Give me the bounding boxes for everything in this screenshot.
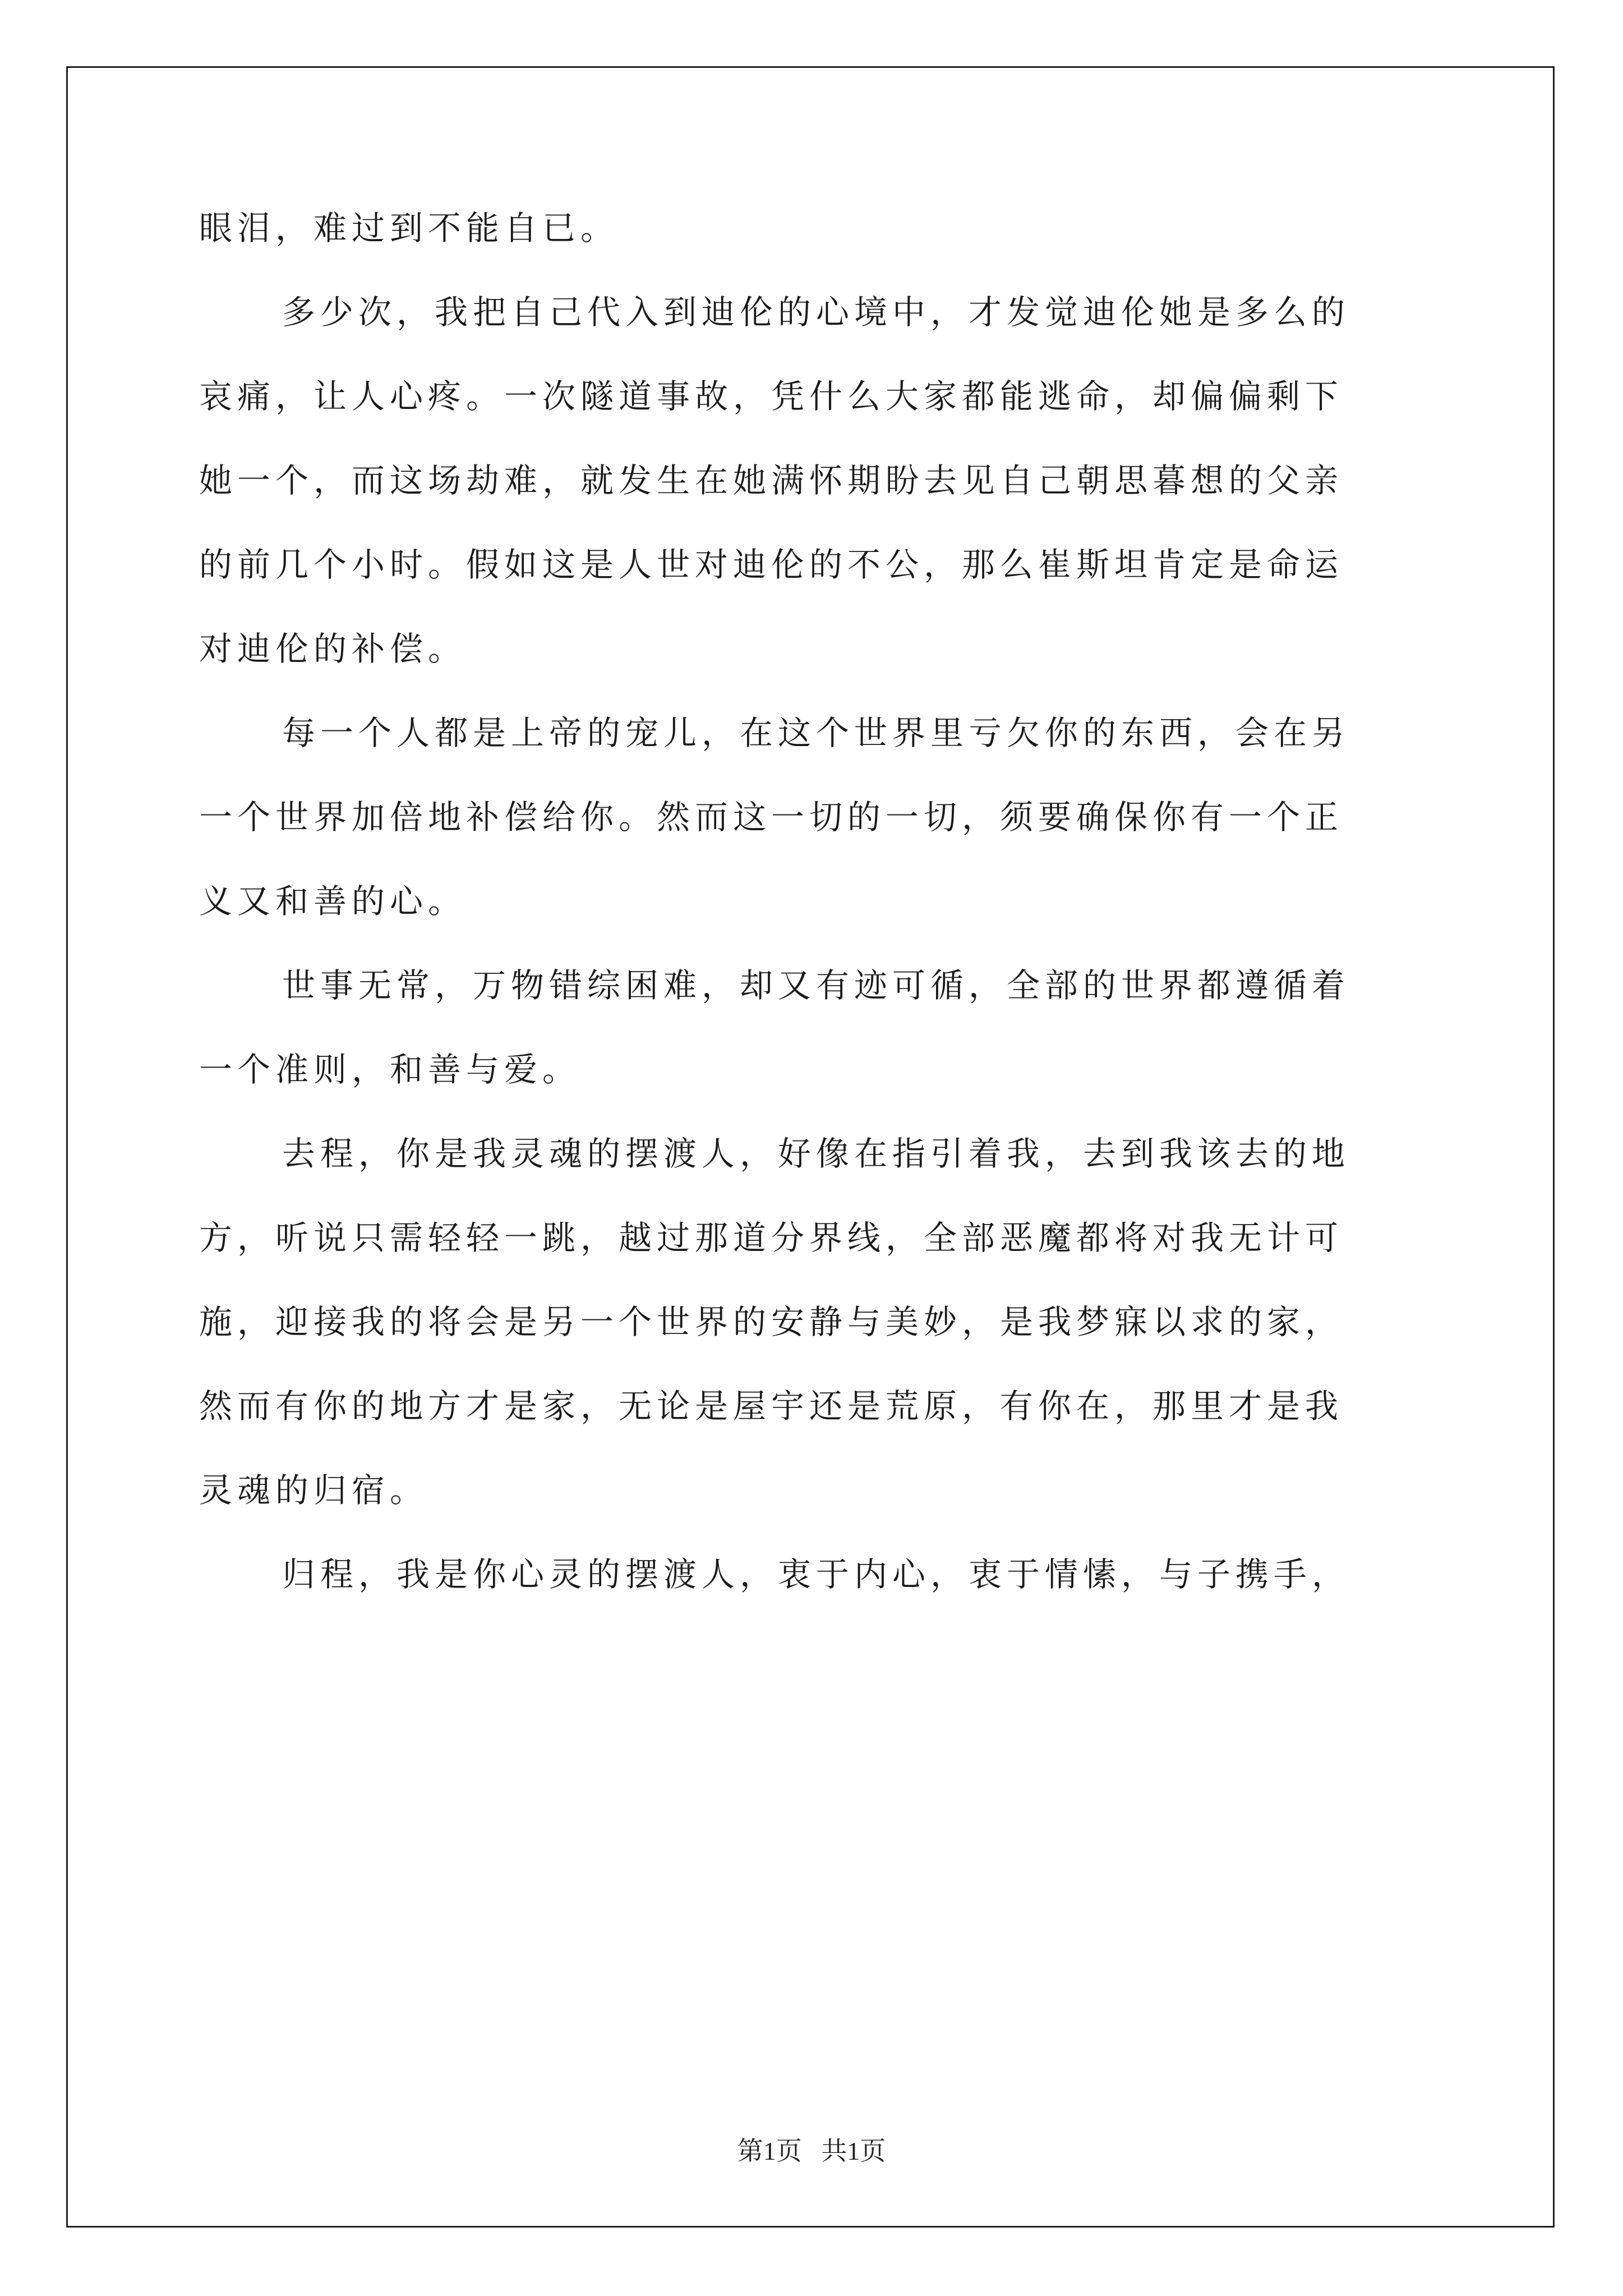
document-body [199, 186, 1438, 1617]
text-line: 一个准则，和善与爱。 [199, 1050, 581, 1089]
paragraph-first-line: 归程，我是你心灵的摆渡人，衷于内心，衷于情愫，与子携手， [282, 1555, 1350, 1594]
text-line: 方，听说只需轻轻一跳，越过那道分界线，全部恶魔都将对我无计可 [199, 1218, 1344, 1257]
text-line: 义又和善的心。 [199, 882, 467, 921]
paragraph-first-line: 去程，你是我灵魂的摆渡人，好像在指引着我，去到我该去的地 [282, 1134, 1350, 1173]
text-line: 灵魂的归宿。 [199, 1471, 428, 1510]
paragraph-first-line: 多少次，我把自己代入到迪伦的心境中，才发觉迪伦她是多么的 [282, 293, 1350, 332]
text-line: 对迪伦的补偿。 [199, 629, 467, 668]
text-line: 哀痛，让人心疼。一次隧道事故，凭什么大家都能逃命，却偏偏剩下 [199, 377, 1344, 416]
text-line: 眼泪，难过到不能自已。 [199, 209, 619, 247]
text-line: 施，迎接我的将会是另一个世界的安静与美妙，是我梦寐以求的家， [199, 1303, 1344, 1341]
text-line: 然而有你的地方才是家，无论是屋宇还是荒原，有你在，那里才是我 [199, 1387, 1344, 1425]
text-line: 她一个，而这场劫难，就发生在她满怀期盼去见自己朝思暮想的父亲 [199, 461, 1344, 500]
page-footer: 第1页 共1页 [737, 2137, 886, 2165]
text-line: 一个世界加倍地补偿给你。然而这一切的一切，须要确保你有一个正 [199, 798, 1344, 836]
text-line: 的前几个小时。假如这是人世对迪伦的不公，那么崔斯坦肯定是命运 [199, 545, 1344, 584]
paragraph-first-line: 每一个人都是上帝的宠儿，在这个世界里亏欠你的东西，会在另 [282, 714, 1350, 752]
paragraph-first-line: 世事无常，万物错综困难，却又有迹可循，全部的世界都遵循着 [282, 966, 1350, 1005]
